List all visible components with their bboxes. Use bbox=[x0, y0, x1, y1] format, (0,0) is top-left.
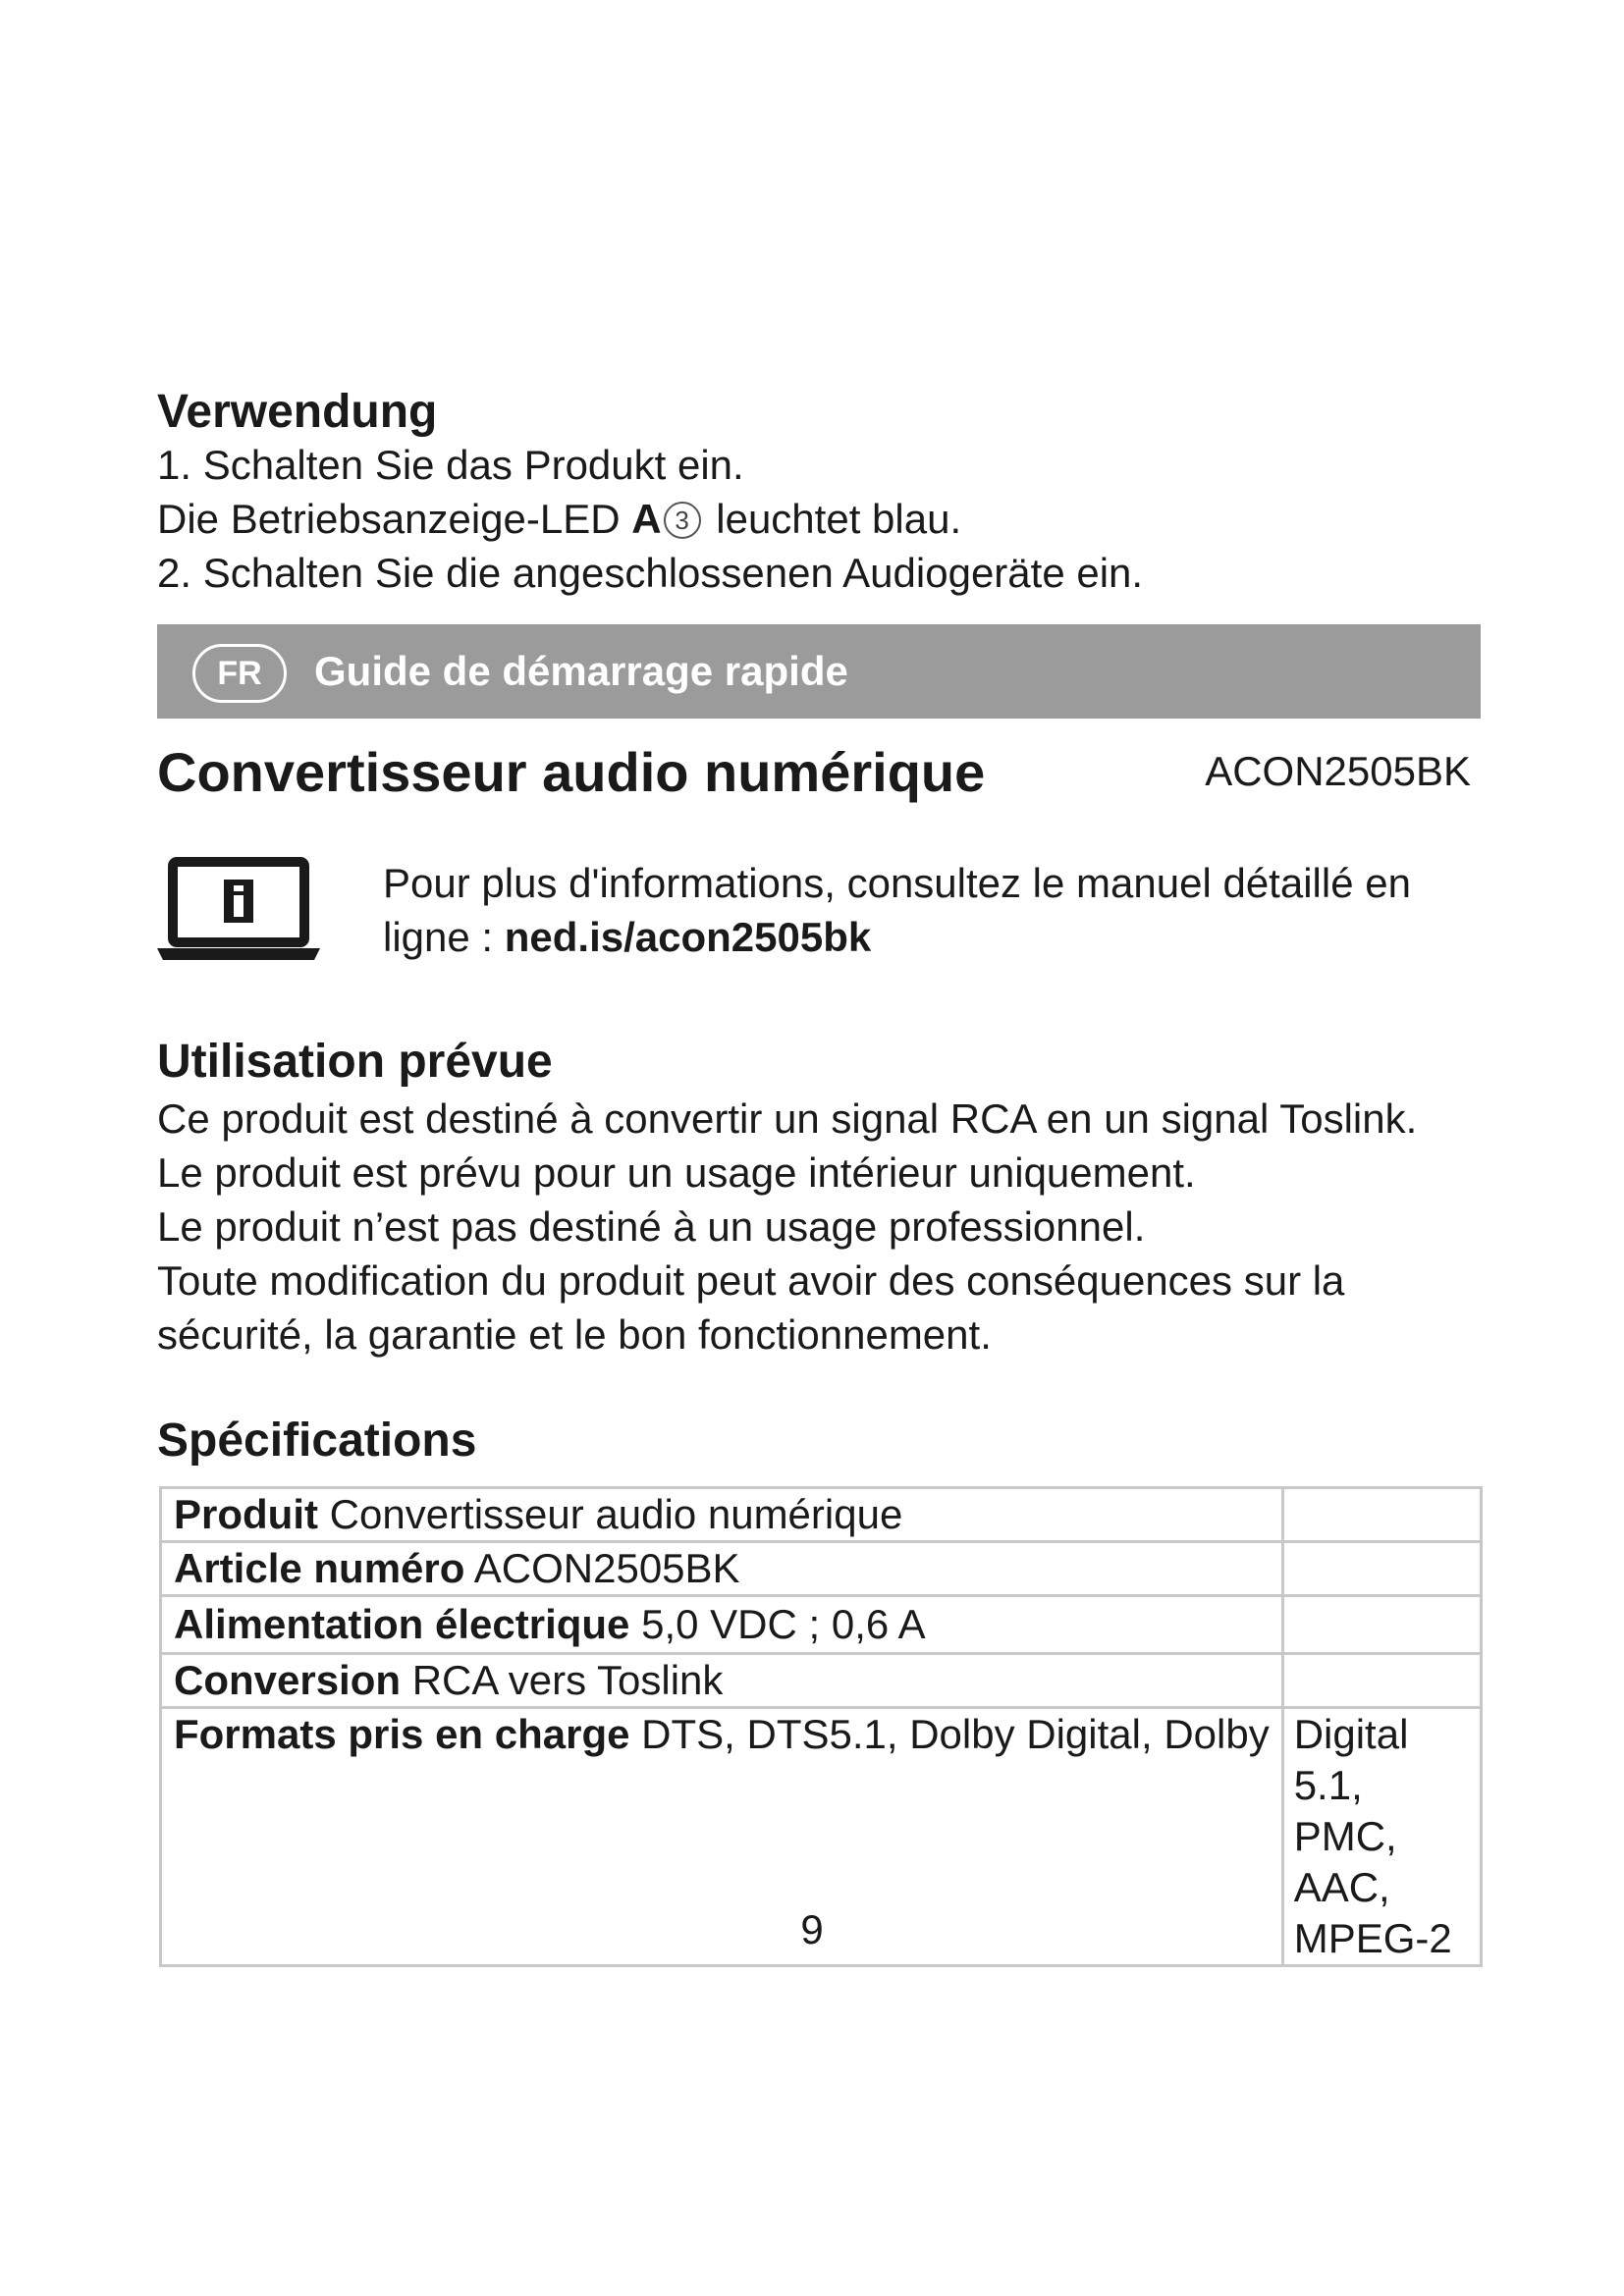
spec-value: ACON2505BK bbox=[473, 1545, 740, 1591]
spec-value-continued: Digital 5.1, PMC, AAC, MPEG-2 bbox=[1293, 1711, 1452, 1961]
manual-link[interactable]: ned.is/acon2505bk bbox=[504, 914, 872, 960]
table-row bbox=[161, 1488, 1482, 1542]
usage-line: Ce produit est destiné à convertir un signal RCA en un signal Toslink. bbox=[157, 1095, 1418, 1142]
info-line-2-prefix: ligne : bbox=[383, 914, 505, 960]
table-row bbox=[161, 1596, 1482, 1654]
spec-label: Conversion bbox=[174, 1657, 402, 1703]
usage-line: Toute modification du produit peut avoir des conséquences sur la bbox=[157, 1257, 1345, 1304]
spec-label: Alimentation électrique bbox=[174, 1601, 630, 1647]
table-row bbox=[161, 1654, 1482, 1708]
verwendung-step-2: 2. Schalten Sie die angeschlossenen Audiogeräte ein. bbox=[157, 550, 1144, 596]
usage-line: sécurité, la garantie et le bon fonctionnement. bbox=[157, 1311, 992, 1358]
usage-line: Le produit est prévu pour un usage intérieur uniquement. bbox=[157, 1149, 1196, 1196]
spec-label: Article numéro bbox=[174, 1545, 465, 1591]
spec-label: Produit bbox=[174, 1491, 318, 1537]
specs-cell-right bbox=[1282, 1596, 1481, 1654]
model-number: ACON2505BK bbox=[1205, 748, 1471, 794]
specs-cell-right bbox=[1282, 1542, 1481, 1596]
specs-heading: Spécifications bbox=[157, 1415, 477, 1467]
spec-value: DTS, DTS5.1, Dolby Digital, Dolby bbox=[641, 1711, 1270, 1757]
language-banner bbox=[157, 624, 1481, 719]
specs-cell-left bbox=[161, 1488, 1283, 1542]
led-suffix: leuchtet blau. bbox=[704, 496, 962, 542]
specs-cell-left bbox=[161, 1654, 1283, 1708]
specs-table bbox=[159, 1486, 1483, 1967]
usage-heading: Utilisation prévue bbox=[157, 1036, 553, 1088]
laptop-info-icon bbox=[157, 856, 320, 964]
verwendung-heading: Verwendung bbox=[157, 386, 438, 438]
info-line-2 bbox=[383, 910, 871, 964]
led-prefix: Die Betriebsanzeige-LED bbox=[157, 496, 632, 542]
specs-cell-left bbox=[161, 1596, 1283, 1654]
circled-number-3: 3 bbox=[664, 502, 701, 539]
usage-line: Le produit n’est pas destiné à un usage professionnel. bbox=[157, 1203, 1146, 1250]
specs-cell-left bbox=[161, 1542, 1283, 1596]
table-row bbox=[161, 1542, 1482, 1596]
spec-value: 5,0 VDC ; 0,6 A bbox=[641, 1601, 926, 1647]
specs-cell-right bbox=[1282, 1488, 1481, 1542]
spec-value: RCA vers Toslink bbox=[411, 1657, 724, 1703]
banner-title: Guide de démarrage rapide bbox=[314, 648, 848, 694]
spec-value: Convertisseur audio numérique bbox=[329, 1491, 903, 1537]
product-title: Convertisseur audio numérique bbox=[157, 741, 986, 803]
spec-label: Formats pris en charge bbox=[174, 1711, 630, 1757]
led-letter: A bbox=[631, 496, 662, 542]
page-number: 9 bbox=[800, 1906, 824, 1952]
info-line-1: Pour plus d'informations, consultez le manuel détaillé en bbox=[383, 860, 1411, 906]
verwendung-step-1: 1. Schalten Sie das Produkt ein. bbox=[157, 442, 744, 488]
language-badge: FR bbox=[192, 644, 287, 703]
led-line bbox=[157, 492, 961, 546]
specs-cell-right bbox=[1282, 1654, 1481, 1708]
